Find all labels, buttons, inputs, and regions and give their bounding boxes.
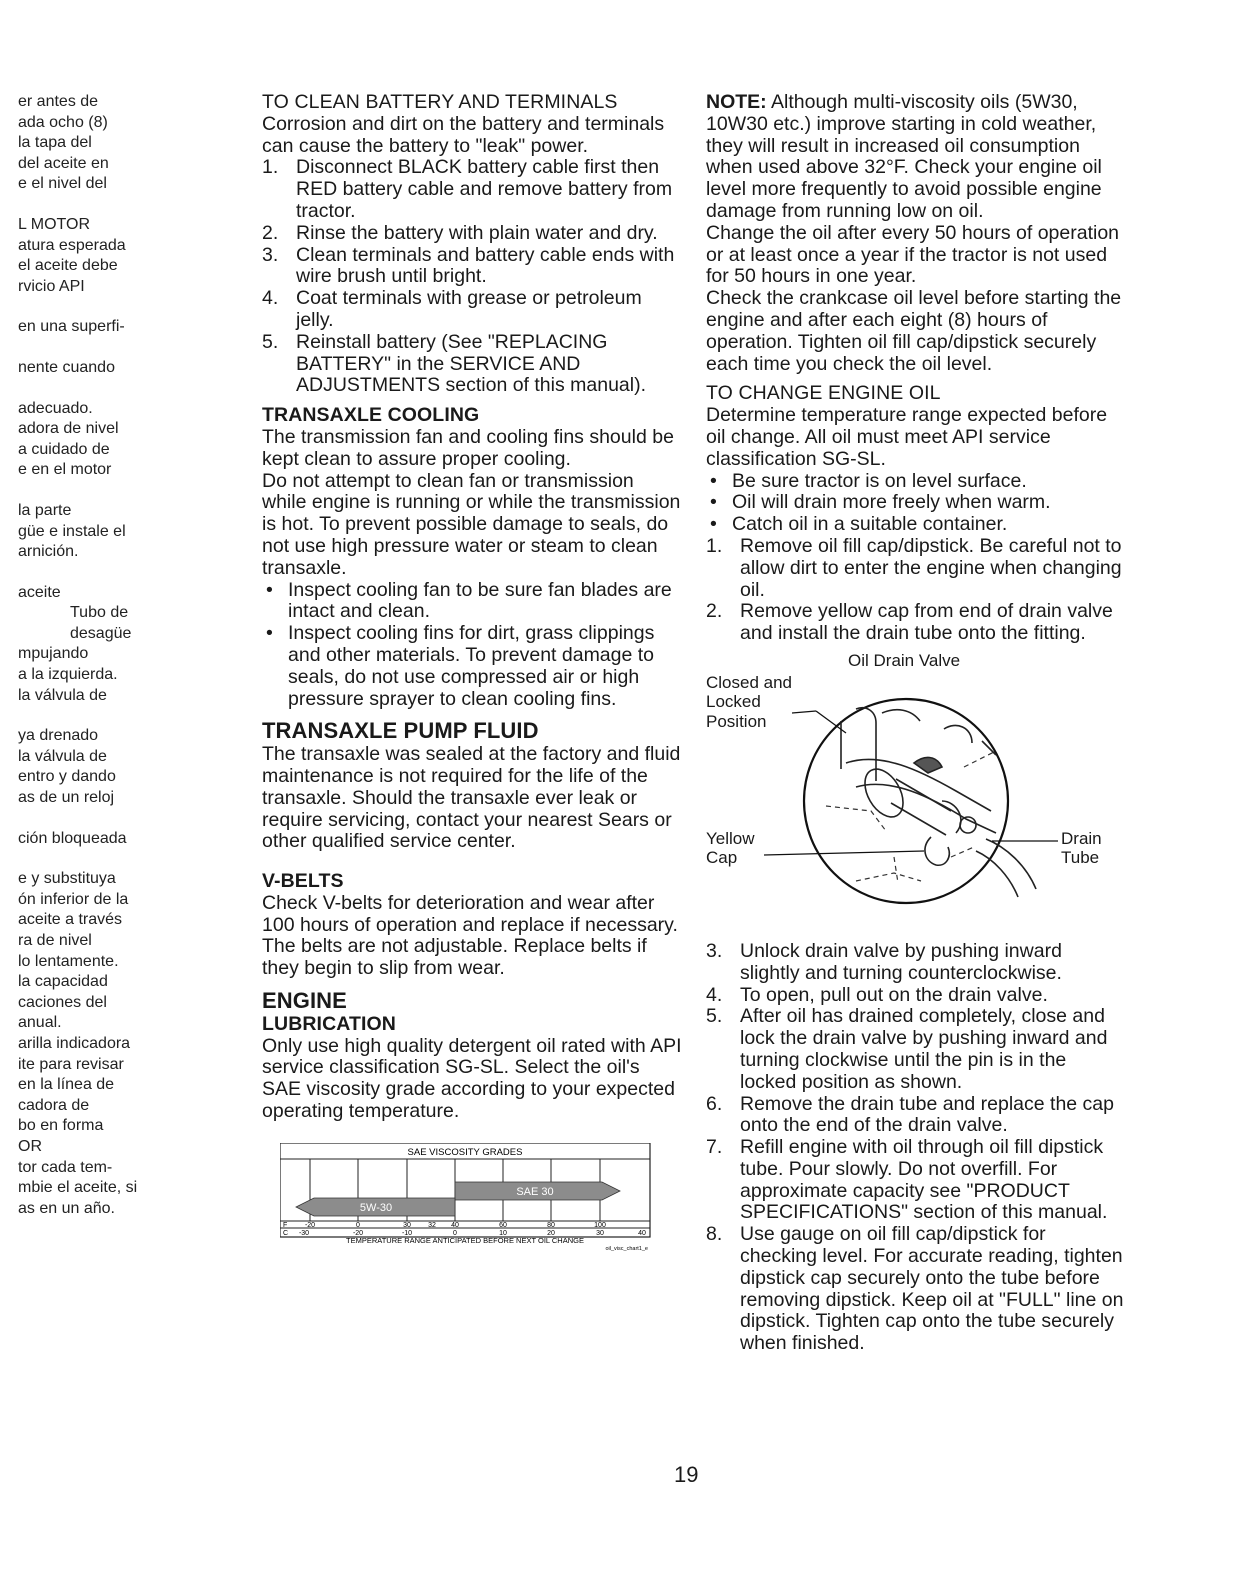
fahrenheit-tick: 30 [403,1221,411,1229]
celsius-tick: 10 [499,1229,507,1237]
spanish-fragment-line: er antes de [18,93,99,110]
bullet-item [706,492,1126,514]
spanish-fragment-line: entro y dando [18,768,116,786]
step-number: 2. [706,600,723,623]
fahrenheit-tick: 32 [428,1221,436,1229]
spanish-fragment-line: en la línea de [18,1076,115,1094]
spanish-fragment-line: cadora de [18,1096,90,1114]
numbered-step [706,601,1126,645]
step-number: 4. [262,287,279,310]
step-number: 5. [706,1005,723,1028]
celsius-tick: 30 [596,1229,604,1237]
page-number: 19 [674,1462,699,1487]
spanish-fragment-line: del aceite en [18,154,109,172]
spanish-fragment-group [18,603,218,644]
spanish-fragment-line: atura esperada [18,236,126,254]
spanish-fragment-line: adecuado. [18,399,93,417]
spanish-fragment-line: ón inferior de la [18,890,129,908]
5w30-label: 5W-30 [359,1201,393,1214]
spanish-fragment-line: e y substituya [18,870,116,888]
spanish-fragment-line: el aceite debe [18,257,118,275]
oil-drain-valve-figure [706,651,1126,931]
spanish-fragment-line: as de un reloj [18,789,115,807]
spanish-fragment-group [18,317,218,338]
numbered-step [262,288,682,332]
pump-fluid-heading: TRANSAXLE PUMP FLUID [262,718,539,744]
battery-heading: TO CLEAN BATTERY AND TERMINALS [262,91,618,113]
spanish-fragment-line: ra de nivel [18,932,92,949]
change-oil-bullets [706,471,1126,536]
check-level-text: Check the crankcase oil level before starting the engine and after each eight (8) hours of operation. Tighten oil fill cap/dipstick securely each time you check the oil level. [706,287,1122,375]
celsius-tick: 0 [453,1229,457,1237]
bullet-item [262,623,682,710]
bullet-item [262,580,682,624]
closed-locked-label: Closed and Locked Position [706,672,793,731]
engine-heading: ENGINE [262,988,347,1014]
spanish-fragment-line: arilla indicadora [18,1034,131,1052]
step-text: Disconnect BLACK battery cable first then RED battery cable and remove battery from tractor. [296,156,673,222]
step-number: 4. [706,983,723,1006]
bullet-icon: • [710,513,717,536]
step-text: Refill engine with oil through oil fill dipstick tube. Pour slowly. Do not overfill. For approximate capacity see "PRODUCT SPECIFICATIONS" section of this manual. [740,1136,1108,1224]
step-number: 2. [262,221,279,244]
battery-steps [262,157,682,397]
spanish-fragment-line: aceite a través [18,911,123,929]
numbered-step [706,1137,1126,1224]
sae-viscosity-chart [280,1143,652,1251]
step-text: Clean terminals and battery cable ends with wire brush until bright. [296,243,675,288]
spanish-fragment-line: nente cuando [18,358,115,376]
spanish-fragment-line: la tapa del [18,134,92,152]
spanish-fragment-group [18,1137,218,1219]
change-oil-intro: Determine temperature range expected before oil change. All oil must meet API service classification SG-SL. [706,404,1108,470]
step-number: 1. [262,156,279,179]
numbered-step [706,1224,1126,1355]
fahrenheit-tick: 0 [356,1221,360,1229]
numbered-step [706,536,1126,601]
bullet-text: Inspect cooling fins for dirt, grass clippings and other materials. To prevent damage to seals, do not use compressed air or high pressure sprayer to clean cooling fins. [288,622,655,710]
spanish-fragment-line: e el nivel del [18,175,107,193]
spanish-fragment-line: mpujando [18,645,89,663]
numbered-step [706,985,1126,1007]
bullet-item [706,514,1126,536]
spanish-fragment-line: mbie el aceite, si [18,1179,138,1197]
bullet-icon: • [710,491,717,514]
step-text: Coat terminals with grease or petroleum jelly. [296,287,642,331]
spanish-fragment-line: bo en forma [18,1117,104,1135]
celsius-label: C [283,1229,289,1237]
fahrenheit-tick: 80 [547,1221,555,1229]
numbered-step [262,223,682,245]
spanish-fragment-group [18,215,218,297]
spanish-fragment-line: Tubo de [70,604,129,622]
step-text: Rinse the battery with plain water and dry. [296,221,658,244]
pump-fluid-text: The transaxle was sealed at the factory and fluid maintenance is not required for the life of the transaxle. Should the transaxle ever leak or require servicing, contact your nearest Sears or other qualified service center. [262,743,681,853]
transaxle-cooling-p1: The transmission fan and cooling fins should be kept clean to assure proper cooling. [262,425,674,470]
bullet-text: Be sure tractor is on level surface. [732,469,1027,492]
transaxle-cooling-heading: TRANSAXLE COOLING [262,404,480,427]
spanish-fragment-line: ya drenado [18,727,99,745]
step-number: 3. [706,939,723,962]
numbered-step [706,941,1126,985]
celsius-tick: 20 [547,1229,555,1237]
spanish-fragment-line: la válvula de [18,686,107,704]
chart-code: oil_visc_chart1_e [605,1245,648,1251]
right-column [706,92,1126,1355]
bullet-text: Inspect cooling fan to be sure fan blades are intact and clean. [288,578,672,623]
transaxle-cooling-p2: Do not attempt to clean fan or transmission while engine is running or while the transmission is hot. To prevent possible damage to seals, do not use high pressure water or steam to clean transaxle. [262,469,681,579]
change-oil-heading: TO CHANGE ENGINE OIL [706,382,941,405]
step-number: 3. [262,243,279,266]
spanish-fragment-line: lo lentamente. [18,952,119,970]
step-number: 8. [706,1223,723,1246]
bullet-icon: • [266,622,273,645]
celsius-tick: -30 [298,1229,310,1237]
spanish-fragment-line: anual. [18,1014,62,1032]
spanish-fragment-group [18,583,218,604]
bullet-icon: • [266,578,273,601]
spanish-fragment-line: caciones del [18,993,107,1011]
spanish-fragment-line: ción bloqueada [18,829,127,847]
spanish-fragment-line: desagüe [70,624,132,642]
chart-title: SAE VISCOSITY GRADES [407,1146,523,1158]
battery-intro: Corrosion and dirt on the battery and terminals can cause the battery to "leak" power. [262,112,665,157]
spanish-fragment-group [18,358,218,379]
spanish-fragment-line: la válvula de [18,747,107,765]
fahrenheit-tick: -20 [304,1221,316,1229]
spanish-fragment-line: L MOTOR [18,215,91,233]
celsius-tick: 40 [638,1229,646,1237]
viscosity-chart-graphic [280,1143,652,1251]
spanish-fragment-group [18,92,218,195]
figure-title: Oil Drain Valve [848,650,961,670]
spanish-fragment-line: arnición. [18,543,79,561]
spanish-fragment-group [18,501,218,563]
step-text: To open, pull out on the drain valve. [740,983,1048,1006]
spanish-fragment-line: adora de nivel [18,420,119,438]
note-text: Although multi-viscosity oils (5W30, 10W30 etc.) improve starting in cold weather, they will result in increased oil consumption when used above 32°F. Check your engine oil level more frequently to avoid possible engine damage from running low on oil. [706,91,1102,222]
spanish-fragment-line: a la izquierda. [18,666,118,684]
spanish-fragment-group [18,399,218,481]
spanish-fragment-group [18,910,218,1137]
spanish-fragment-group [18,726,218,808]
change-interval-text: Change the oil after every 50 hours of operation or at least once a year if the tractor is not used for 50 hours in one year. [706,221,1120,288]
step-number: 5. [262,330,279,353]
spanish-fragment-group [18,829,218,850]
step-text: After oil has drained completely, close and lock the drain valve by pushing inward and turning clockwise until the pin is in the locked position as shown. [740,1005,1108,1093]
step-number: 6. [706,1092,723,1115]
cooling-bullets [262,580,682,711]
spanish-fragment-group [18,644,218,706]
spanish-fragment-line: e en el motor [18,461,112,479]
note-paragraph [706,92,1126,223]
numbered-step [262,245,682,289]
vbelts-text: Check V-belts for deterioration and wear after 100 hours of operation and replace if necessary. The belts are not adjustable. Replace belts if they begin to slip from wear. [262,891,678,980]
step-text: Use gauge on oil fill cap/dipstick for checking level. For accurate reading, tighten dipstick cap securely onto the tube before removing dipstick. Keep oil at "FULL" line on dipstick. Tighten cap onto the tube securely when finished. [740,1223,1124,1355]
vbelts-heading: V-BELTS [262,870,344,893]
spanish-fragment-line: la capacidad [18,973,108,991]
note-label: NOTE: [706,91,767,113]
step-text: Remove yellow cap from end of drain valve and install the drain tube onto the fitting. [740,600,1113,645]
step-number: 7. [706,1136,723,1159]
step-text: Remove the drain tube and replace the cap onto the end of the drain valve. [740,1092,1114,1137]
bullet-item [706,471,1126,493]
fahrenheit-tick: 60 [499,1221,507,1229]
fahrenheit-tick: 40 [451,1221,459,1229]
bullet-text: Catch oil in a suitable container. [732,513,1008,536]
numbered-step [706,1006,1126,1093]
lubrication-heading: LUBRICATION [262,1012,396,1035]
spanish-fragment-line: en una superfi- [18,318,125,336]
spanish-fragment-line: tor cada tem- [18,1158,113,1176]
spanish-fragment-line: a cuidado de [18,440,110,458]
spanish-fragment-line: ada ocho (8) [18,113,108,131]
fahrenheit-tick: 100 [594,1221,606,1229]
step-text: Unlock drain valve by pushing inward slightly and turning counterclockwise. [740,939,1062,984]
numbered-step [262,157,682,222]
detail-circle [804,699,1008,903]
bullet-text: Oil will drain more freely when warm. [732,491,1051,514]
bullet-icon: • [710,469,717,492]
middle-column [262,92,682,1251]
lubrication-text: Only use high quality detergent oil rated with API service classification SG-SL. Select the oil's SAE viscosity grade according to your expected operating temperature. [262,1034,682,1123]
sae30-label: SAE 30 [516,1185,554,1198]
spanish-fragment-line: la parte [18,501,72,519]
yellow-cap-label: Yellow Cap [706,828,755,868]
step-number: 1. [706,534,723,557]
numbered-step [262,332,682,397]
spanish-fragment-group [18,869,218,910]
change-oil-steps-2 [706,941,1126,1355]
spanish-fragment-line: rvicio API [18,277,85,295]
spanish-fragment-line: OR [18,1137,42,1155]
numbered-step [706,1094,1126,1138]
chart-footer: TEMPERATURE RANGE ANTICIPATED BEFORE NEXT OIL CHANGE [346,1235,584,1245]
step-text: Remove oil fill cap/dipstick. Be careful not to allow dirt to enter the engine when changing oil. [740,534,1122,601]
spanish-fragment-line: as en un año. [18,1199,115,1217]
drain-tube-label: Drain Tube [1061,828,1102,868]
celsius-tick: -20 [352,1229,364,1237]
spanish-fragment-line: aceite [18,583,61,601]
fahrenheit-label: F [283,1221,288,1229]
step-text: Reinstall battery (See "REPLACING BATTERY" in the SERVICE AND ADJUSTMENTS section of this manual). [296,330,647,397]
spanish-column-fragment [18,92,218,1239]
spanish-fragment-line: güe e instale el [18,522,126,540]
celsius-tick: -10 [401,1229,413,1237]
spanish-fragment-line: ite para revisar [18,1055,124,1073]
change-oil-steps-1 [706,536,1126,645]
